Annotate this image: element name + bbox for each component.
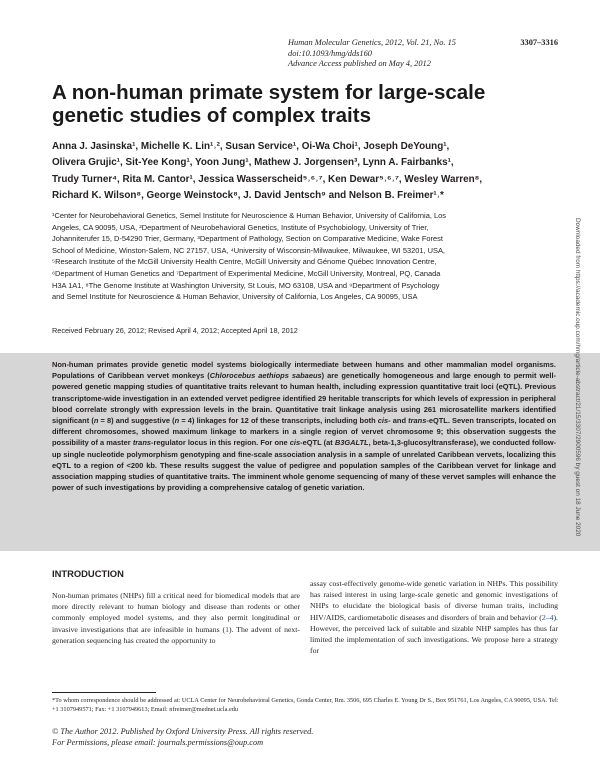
- copyright-notice: [52, 727, 472, 749]
- abstract-part: ) are genetically homogeneous and large enough to permit well-powered genetic mapping studies of quantitative traits relevant to human health, including expression quantitative trait loci (eQTL). Previous transcriptome-wide investigation in an extended vervet pedigree identified 29 heritable transcripts for which levels of expression in peripheral blood correlate strongly with expression levels in the brain. Quantitative trait linkage analysis using 261 microsatellite markers identified significant (: [52, 371, 556, 426]
- body-text: ). The advent of next-generation sequencing has created the opportunity to: [52, 624, 300, 645]
- abstract-part: eQTL. Seven transcripts, located on different chromosomes, showed maximum linkage to markers in a single region of vervet chromosome 9; this observation suggests the possibility of a master: [52, 416, 557, 448]
- author-line-4: Richard K. Wilson⁸, George Weinstock⁸, J. David Jentsch⁹ and Nelson B. Freimer¹˒*: [52, 190, 444, 202]
- copyright-line: © The Author 2012. Published by Oxford University Press. All rights reserved.: [52, 727, 314, 736]
- intro-left-column: [52, 590, 300, 646]
- cis-term: cis-: [377, 416, 391, 426]
- correspondence-footnote: *To whom correspondence should be addressed at: UCLA Center for Neurobehavioral Genetics, Gonda Center, Rm. 3506, 695 Charles E. Young Dr S., Box 951761, Los Angeles, CA 90095, USA. Tel: +1 3107949571; Fax: +1 3107949613; Email: nfreimer@mednet.ucla.edu: [52, 697, 559, 714]
- abstract-part: and: [390, 416, 409, 426]
- received-dates: Received February 26, 2012; Revised April 4, 2012; Accepted April 18, 2012: [52, 326, 298, 335]
- article-title: [52, 81, 552, 127]
- author-line-3: Trudy Turner⁴, Rita M. Cantor¹, Jessica Wasserscheid⁵˒⁶˒⁷, Ken Dewar⁵˒⁶˒⁷, Wesley Warren⁸,: [52, 173, 483, 185]
- n-label: n: [93, 416, 99, 426]
- title-line-1: A non-human primate system for large-scale: [52, 81, 486, 104]
- abstract-part: , beta-1,3-glucosyltransferase), we conducted follow-up single nucleotide polymorphism genotyping and fine-scale association analysis in a sample of unrelated Caribbean vervets, localizing this eQTL to a region of <200 kb. These results suggest the value of pedigree and population samples of the Caribbean vervet for linkage and association mapping studies of quantitative traits. The imminent whole genome sequencing of many of these vervet samples will enhance the power of such investigations by providing a comprehensive catalog of genetic variation.: [52, 438, 556, 493]
- affiliation-line-6: ⁶Department of Human Genetics and ⁷Department of Experimental Medicine, McGill University, Montreal, PQ, Canada: [52, 268, 441, 278]
- journal-header: [288, 38, 558, 70]
- body-text: Non-human primates (NHPs) fill a critical need for biomedical models that are more directly relevant to human biology and disease than rodents or other commonly employed model systems, and they also permit longitudinal or invasive investigations that are infeasible in humans (: [52, 591, 300, 634]
- gene-name: B3GALTL: [334, 438, 369, 448]
- author-list: [52, 139, 562, 205]
- author-line-2: Olivera Grujic¹, Sit-Yee Kong¹, Yoon Jung¹, Mathew J. Jorgensen³, Lynn A. Fairbanks¹,: [52, 157, 454, 169]
- abstract-part: -regulator locus in this region. For one: [151, 438, 290, 448]
- affiliation-line-4: School of Medicine, Winston-Salem, NC 27157, USA, ⁴University of Wisconsin-Milwaukee, Milwaukee, WI 53201, USA,: [52, 245, 445, 255]
- abstract-text: [52, 359, 556, 493]
- author-line-1: Anna J. Jasinska¹, Michelle K. Lin¹˒², Susan Service¹, Oi-Wa Choi¹, Joseph DeYoung¹,: [52, 141, 450, 152]
- body-text: assay cost-effectively genome-wide genetic variation in NHPs. This possibility has raised interest in using large-scale genetic and genomic investigations of NHPs to elucidate the biological basis of diverse human traits, including HIV/AIDS, cardiometabolic diseases and disorders of brain and behavior (: [310, 579, 558, 622]
- doi[interactable]: doi:10.1093/hmg/dds160: [288, 48, 372, 58]
- page-range: 3307–3316: [520, 38, 558, 47]
- affiliation-line-5: ⁵Research Institute of the McGill University Health Centre, McGill University and Génome Québec Innovation Centre,: [52, 257, 437, 267]
- affiliation-line-8: and Semel Institute for Neuroscience & Human Behavior, University of California, Los Angeles, CA 90095, USA: [52, 292, 418, 302]
- trans-term: trans: [132, 438, 151, 448]
- abstract-part: -eQTL (at: [300, 438, 335, 448]
- affiliation-line-7: H3A 1A1, ⁸The Genome Institute at Washington University, St Louis, MO 63108, USA and ⁹Department of Psychology: [52, 280, 440, 290]
- journal-citation: Human Molecular Genetics, 2012, Vol. 21, No. 15: [288, 38, 456, 47]
- body-text: ). However, the perceived lack of suitable and sizable NHP samples has thus far limited the implementation of such investigations. We propose here a strategy for: [310, 612, 558, 656]
- affiliation-line-1: ¹Center for Neurobehavioral Genetics, Semel Institute for Neuroscience & Human Behavior, University of California, Los: [52, 211, 446, 220]
- affiliation-line-2: Angeles, CA 90095, USA, ²Department of Neurobehavioral Genetics, Institute of Psychobiology, University of Trier,: [52, 222, 429, 232]
- abstract-part: Non-human primates provide genetic model systems biologically intermediate between humans and other mammalian model organisms. Populations of Caribbean vervet monkeys (: [52, 360, 556, 381]
- permissions-line: For Permissions, please email: journals.permissions@oup.com: [52, 737, 264, 747]
- species-name: Chlorocebus aethiops sabaeus: [209, 371, 322, 381]
- affiliation-line-3: Johanniterufer 15, D-54290 Trier, Germany, ³Department of Pathology, Section on Comparative Medicine, Wake Forest: [52, 234, 443, 244]
- download-watermark: [570, 218, 582, 698]
- affiliation-list: [52, 210, 564, 303]
- advance-access-note: Advance Access published on May 4, 2012: [288, 59, 431, 68]
- reference-link[interactable]: 1: [225, 624, 229, 634]
- download-watermark-text: Downloaded from https://academic.oup.com/hmg/article-abstract/21/15/3307/2900596 by guest on 18 June 2020: [574, 218, 581, 537]
- title-line-2: genetic studies of complex traits: [52, 104, 371, 127]
- footnote-divider: [52, 692, 156, 693]
- reference-link[interactable]: 2–4: [541, 612, 554, 622]
- abstract-part: = 4) linkages for 12 of these transcripts, including both: [179, 416, 378, 426]
- trans-term: trans-: [408, 416, 429, 426]
- section-heading-introduction: INTRODUCTION: [52, 568, 124, 579]
- abstract-part: = 8) and suggestive (: [98, 416, 175, 426]
- n-label: n: [174, 416, 180, 426]
- intro-right-column: [310, 578, 558, 656]
- cis-term: cis: [289, 438, 301, 448]
